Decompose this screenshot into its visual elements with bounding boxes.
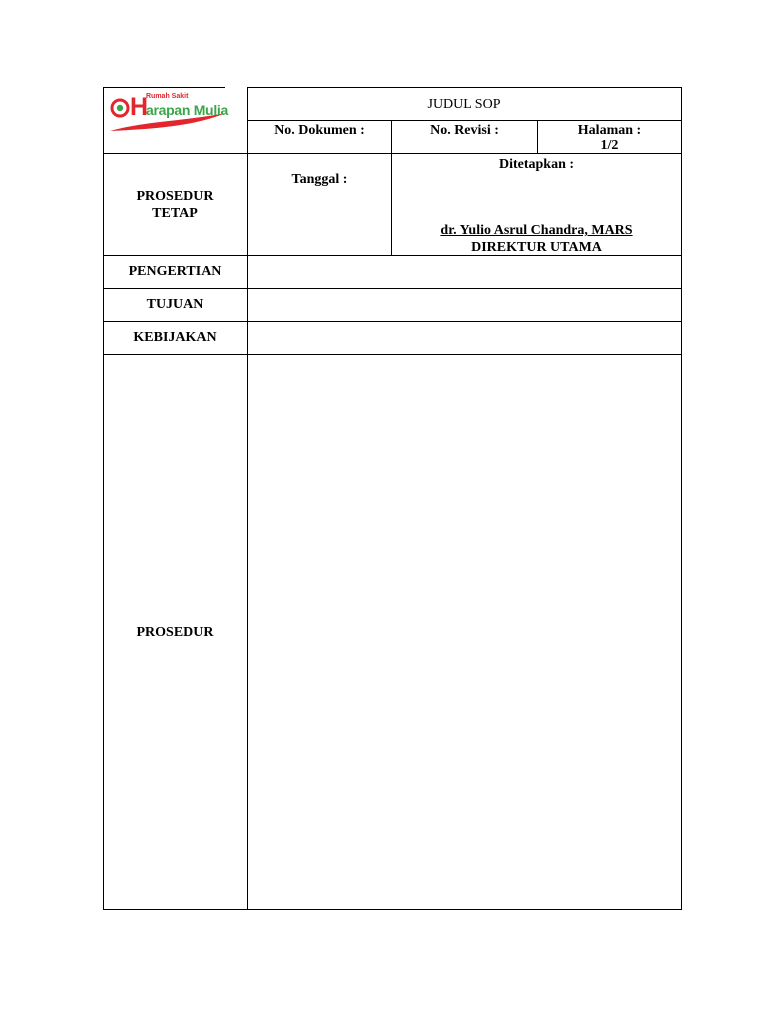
- logo-small-text: Rumah Sakit: [146, 93, 189, 100]
- date-label: Tanggal :: [291, 172, 348, 187]
- table-bottom-border: [103, 909, 682, 910]
- signer-title: DIREKTUR UTAMA: [471, 240, 602, 255]
- logo-brand-text: arapan Mulia: [146, 102, 228, 118]
- prosedur-label: PROSEDUR: [136, 625, 214, 640]
- page-label: Halaman :: [577, 123, 642, 138]
- pengertian-content: [248, 256, 681, 288]
- title-row-divider: [247, 120, 682, 121]
- procedure-label-line-2: TETAP: [152, 206, 198, 221]
- tujuan-label: TUJUAN: [146, 297, 204, 312]
- prosedur-content: [248, 355, 681, 909]
- tujuan-content: [248, 289, 681, 321]
- table-right-border: [681, 87, 682, 910]
- signer-name: dr. Yulio Asrul Chandra, MARS: [440, 223, 633, 238]
- pengertian-label: PENGERTIAN: [128, 264, 222, 279]
- table-top-border: [247, 87, 682, 88]
- revision-number-label: No. Revisi :: [430, 123, 499, 138]
- logo-brand-h: H: [130, 93, 149, 121]
- kebijakan-content: [248, 322, 681, 354]
- page-value: 1/2: [600, 138, 619, 153]
- doc-number-label: No. Dokumen :: [274, 123, 365, 138]
- logo-cell-top-border: [103, 87, 225, 88]
- sop-title: JUDUL SOP: [427, 97, 501, 112]
- hospital-logo: [106, 91, 228, 139]
- established-label: Ditetapkan :: [498, 157, 575, 172]
- kebijakan-label: KEBIJAKAN: [133, 330, 217, 345]
- procedure-label-line-1: PROSEDUR: [136, 189, 214, 204]
